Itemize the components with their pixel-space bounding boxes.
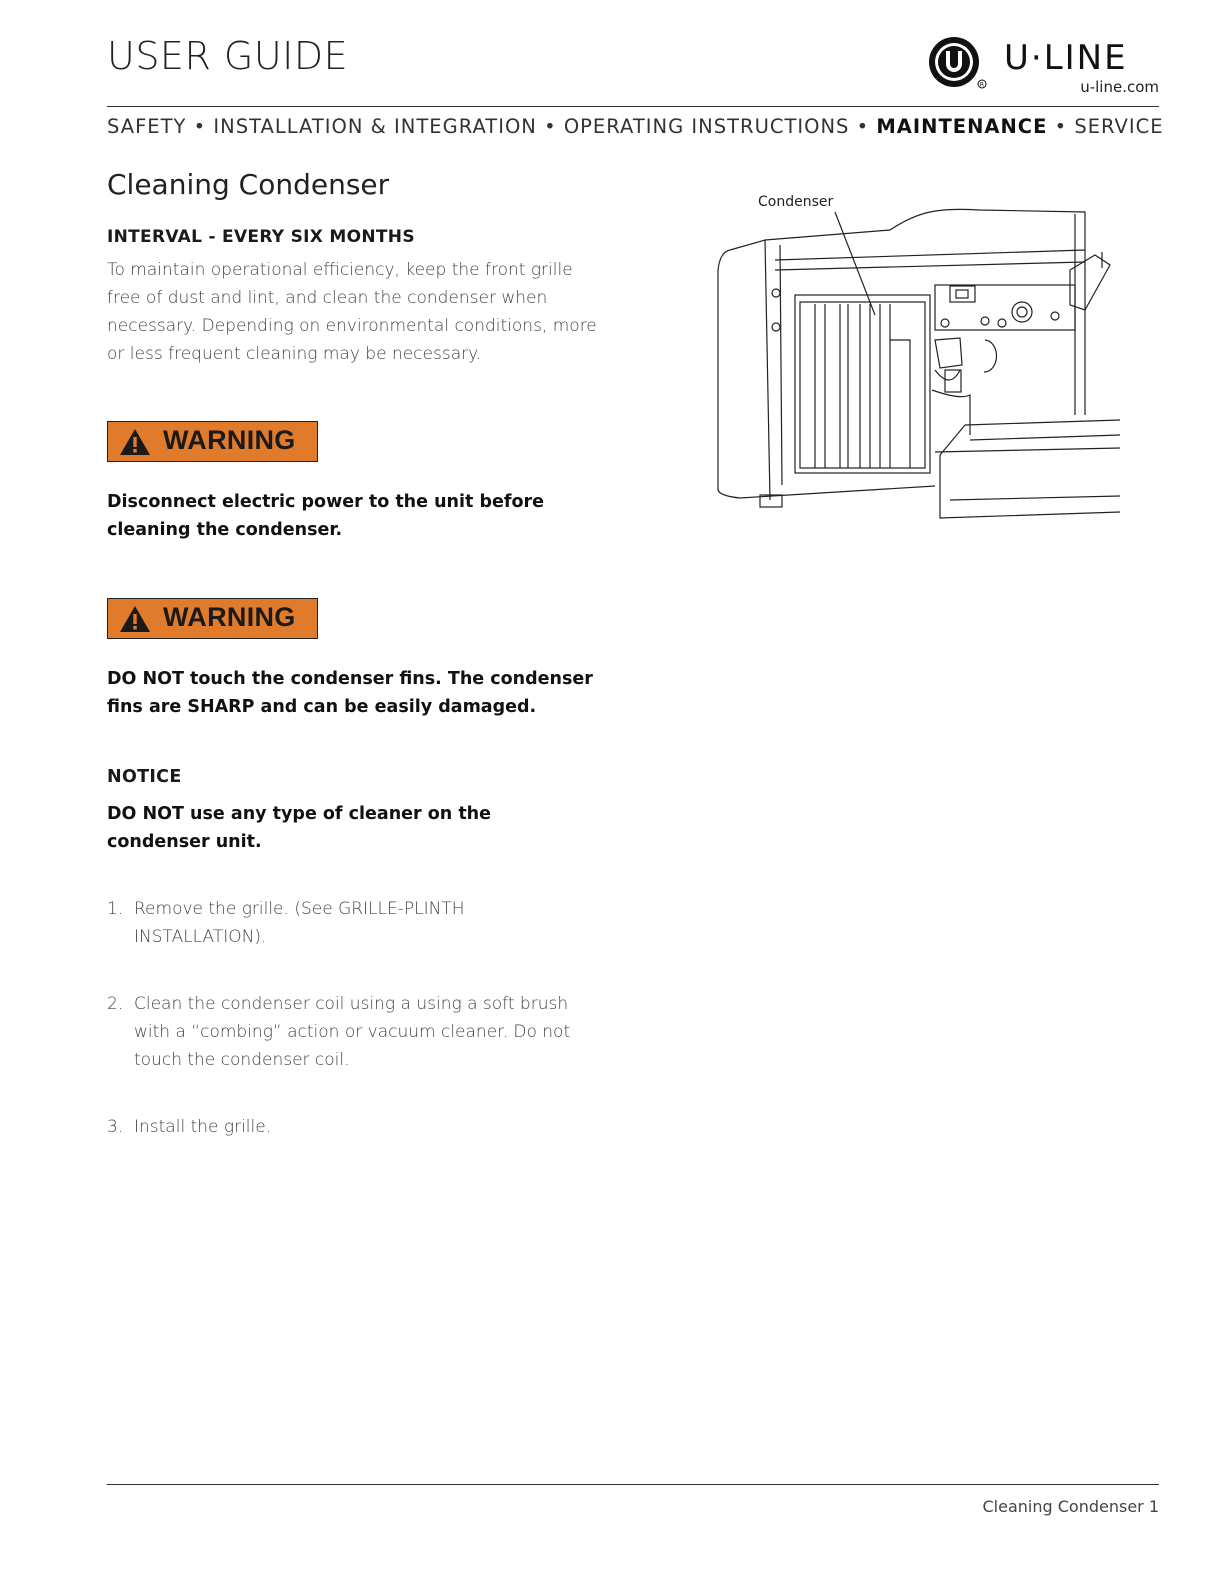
step-number: 2. [107,994,124,1014]
nav-item-installation: INSTALLATION & INTEGRATION [213,115,537,138]
warning-label-text: WARNING [163,425,296,455]
warning-text: Disconnect electric power to the unit before cleaning the condenser. [107,492,545,540]
step-text: Remove the grille. (See GRILLE-PLINTH INSTALLATION). [134,899,465,947]
svg-text:R: R [979,81,985,89]
step-number: 3. [107,1117,124,1137]
nav-separator: • [544,115,557,138]
page-footer: Cleaning Condenser 1 [982,1497,1159,1516]
nav-item-safety: SAFETY [107,115,187,138]
intro-paragraph: To maintain operational efficiency, keep the front grille free of dust and lint, and clean the condenser when necessary. Depending on environmental conditions, more or less frequent cleaning may be necessary. [107,260,597,364]
warning-label-text: WARNING [163,602,296,632]
nav-separator: • [856,115,870,138]
brand-wordmark: U·LINE [1004,38,1128,78]
step-text: Clean the condenser coil using a using a soft brush with a “combing” action or vacuum cleaner. Do not touch the condenser coil. [134,994,571,1070]
section-nav [107,115,1164,138]
brand-url: u-line.com [1080,78,1159,96]
section-title: Cleaning Condenser [107,168,390,201]
nav-separator: • [1054,115,1068,138]
interval-heading: INTERVAL - EVERY SIX MONTHS [107,227,415,247]
list-item [107,1113,587,1141]
nav-separator: • [193,115,207,138]
notice-text: DO NOT use any type of cleaner on the condenser unit. [107,804,492,852]
header-divider [107,106,1159,107]
document-title: USER GUIDE [107,34,349,78]
nav-item-service: SERVICE [1074,115,1164,138]
condenser-callout-label: Condenser [758,194,834,210]
list-item [107,895,587,951]
notice-heading: NOTICE [107,767,182,787]
nav-item-operating: OPERATING INSTRUCTIONS [563,115,850,138]
warning-triangle-icon [118,427,152,457]
step-text: Install the grille. [134,1117,272,1137]
footer-divider [107,1484,1159,1485]
nav-item-maintenance: MAINTENANCE [876,115,1048,138]
warning-triangle-icon [118,604,152,634]
warning-text: DO NOT touch the condenser fins. The condenser fins are SHARP and can be easily damaged. [107,669,593,717]
warning-label [107,421,318,462]
list-item [107,990,587,1074]
step-number: 1. [107,899,124,919]
condenser-diagram [700,190,1120,520]
warning-label [107,598,318,639]
